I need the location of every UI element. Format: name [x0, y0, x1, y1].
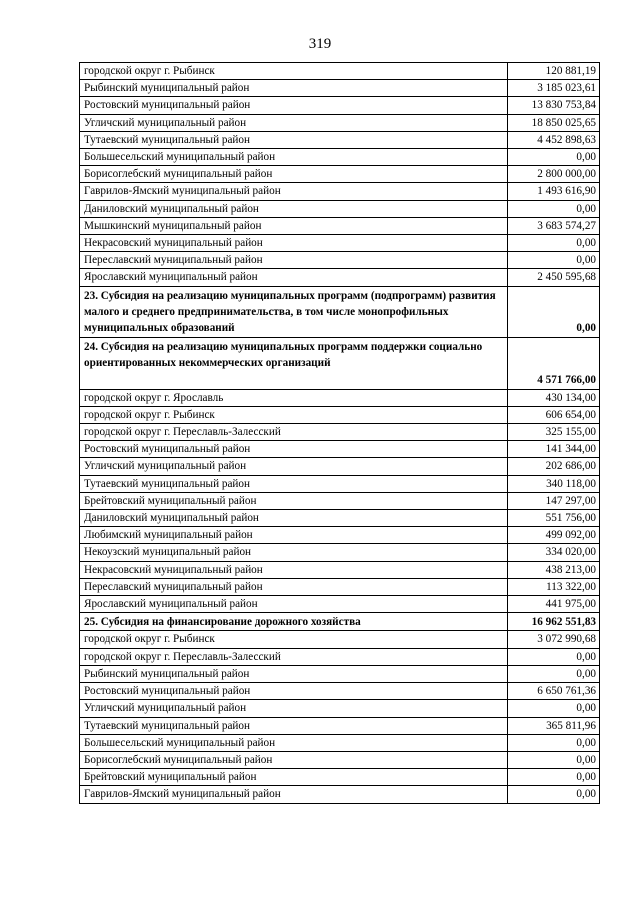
recipient-name-cell: Переславский муниципальный район [80, 252, 508, 269]
table-row [80, 406, 600, 423]
amount-cell: 606 654,00 [508, 406, 600, 423]
amount-cell: 141 344,00 [508, 441, 600, 458]
amount-cell: 325 155,00 [508, 424, 600, 441]
section-title-cell: 25. Субсидия на финансирование дорожного хозяйства [80, 613, 508, 631]
table-row [80, 63, 600, 80]
table-row [80, 441, 600, 458]
recipient-name-cell: Рыбинский муниципальный район [80, 80, 508, 97]
amount-cell: 202 686,00 [508, 458, 600, 475]
table-row [80, 217, 600, 234]
table-row [80, 596, 600, 613]
section-total-cell: 16 962 551,83 [508, 613, 600, 631]
recipient-name-cell: Ростовский муниципальный район [80, 97, 508, 114]
amount-cell: 441 975,00 [508, 596, 600, 613]
amount-cell: 0,00 [508, 786, 600, 803]
recipient-name-cell: Угличский муниципальный район [80, 114, 508, 131]
section-header-row [80, 613, 600, 631]
section-header-row [80, 286, 600, 337]
recipient-name-cell: Даниловский муниципальный район [80, 200, 508, 217]
recipient-name-cell: городской округ г. Ярославль [80, 389, 508, 406]
amount-cell: 147 297,00 [508, 492, 600, 509]
table-row [80, 648, 600, 665]
amount-cell: 0,00 [508, 700, 600, 717]
amount-cell: 438 213,00 [508, 561, 600, 578]
recipient-name-cell: Тутаевский муниципальный район [80, 475, 508, 492]
table-row [80, 475, 600, 492]
recipient-name-cell: Ростовский муниципальный район [80, 683, 508, 700]
amount-cell: 1 493 616,90 [508, 183, 600, 200]
recipient-name-cell: Тутаевский муниципальный район [80, 131, 508, 148]
amount-cell: 0,00 [508, 648, 600, 665]
table-row [80, 131, 600, 148]
amount-cell: 430 134,00 [508, 389, 600, 406]
recipient-name-cell: Некоузский муниципальный район [80, 544, 508, 561]
table-row [80, 97, 600, 114]
recipient-name-cell: городской округ г. Переславль-Залесский [80, 648, 508, 665]
table-row [80, 389, 600, 406]
recipient-name-cell: Гаврилов-Ямский муниципальный район [80, 183, 508, 200]
table-row [80, 269, 600, 286]
recipient-name-cell: Угличский муниципальный район [80, 700, 508, 717]
amount-cell: 3 683 574,27 [508, 217, 600, 234]
table-row [80, 683, 600, 700]
amount-cell: 3 072 990,68 [508, 631, 600, 648]
amount-cell: 0,00 [508, 769, 600, 786]
table-row [80, 700, 600, 717]
recipient-name-cell: Даниловский муниципальный район [80, 510, 508, 527]
table-row [80, 544, 600, 561]
recipient-name-cell: Борисоглебский муниципальный район [80, 751, 508, 768]
section-title-cell: 24. Субсидия на реализацию муниципальных программ поддержки социально ориентированных некоммерческих организаций [80, 337, 508, 389]
table-row [80, 252, 600, 269]
table-row [80, 769, 600, 786]
recipient-name-cell: Некрасовский муниципальный район [80, 235, 508, 252]
recipient-name-cell: Брейтовский муниципальный район [80, 769, 508, 786]
recipient-name-cell: городской округ г. Рыбинск [80, 406, 508, 423]
subsidy-table [79, 62, 600, 804]
section-title-cell: 23. Субсидия на реализацию муниципальных программ (подпрограмм) развития малого и среднего предпринимательства, в том числе монопрофильных муниципальных образований [80, 286, 508, 337]
table-row [80, 578, 600, 595]
amount-cell: 113 322,00 [508, 578, 600, 595]
recipient-name-cell: Брейтовский муниципальный район [80, 492, 508, 509]
recipient-name-cell: городской округ г. Рыбинск [80, 63, 508, 80]
amount-cell: 6 650 761,36 [508, 683, 600, 700]
recipient-name-cell: Большесельский муниципальный район [80, 734, 508, 751]
amount-cell: 18 850 025,65 [508, 114, 600, 131]
table-row [80, 717, 600, 734]
recipient-name-cell: Тутаевский муниципальный район [80, 717, 508, 734]
table-row [80, 734, 600, 751]
section-total-cell: 4 571 766,00 [508, 337, 600, 389]
recipient-name-cell: Мышкинский муниципальный район [80, 217, 508, 234]
table-row [80, 510, 600, 527]
recipient-name-cell: Ярославский муниципальный район [80, 269, 508, 286]
table-row [80, 458, 600, 475]
amount-cell: 551 756,00 [508, 510, 600, 527]
table-row [80, 561, 600, 578]
table-row [80, 665, 600, 682]
amount-cell: 0,00 [508, 751, 600, 768]
recipient-name-cell: Большесельский муниципальный район [80, 149, 508, 166]
recipient-name-cell: Борисоглебский муниципальный район [80, 166, 508, 183]
recipient-name-cell: Гаврилов-Ямский муниципальный район [80, 786, 508, 803]
recipient-name-cell: Угличский муниципальный район [80, 458, 508, 475]
table-row [80, 235, 600, 252]
amount-cell: 2 450 595,68 [508, 269, 600, 286]
subsidy-table-body [80, 63, 600, 804]
table-row [80, 631, 600, 648]
table-row [80, 200, 600, 217]
recipient-name-cell: Рыбинский муниципальный район [80, 665, 508, 682]
amount-cell: 334 020,00 [508, 544, 600, 561]
recipient-name-cell: Ярославский муниципальный район [80, 596, 508, 613]
table-row [80, 114, 600, 131]
recipient-name-cell: городской округ г. Переславль-Залесский [80, 424, 508, 441]
recipient-name-cell: Переславский муниципальный район [80, 578, 508, 595]
table-row [80, 527, 600, 544]
table-row [80, 149, 600, 166]
section-header-row [80, 337, 600, 389]
amount-cell: 340 118,00 [508, 475, 600, 492]
table-row [80, 492, 600, 509]
amount-cell: 0,00 [508, 149, 600, 166]
amount-cell: 0,00 [508, 235, 600, 252]
recipient-name-cell: Любимский муниципальный район [80, 527, 508, 544]
amount-cell: 499 092,00 [508, 527, 600, 544]
table-row [80, 183, 600, 200]
table-row [80, 786, 600, 803]
amount-cell: 3 185 023,61 [508, 80, 600, 97]
recipient-name-cell: городской округ г. Рыбинск [80, 631, 508, 648]
amount-cell: 0,00 [508, 734, 600, 751]
table-row [80, 424, 600, 441]
recipient-name-cell: Некрасовский муниципальный район [80, 561, 508, 578]
amount-cell: 0,00 [508, 252, 600, 269]
amount-cell: 4 452 898,63 [508, 131, 600, 148]
page-number: 319 [308, 36, 332, 52]
table-row [80, 166, 600, 183]
section-total-cell: 0,00 [508, 286, 600, 337]
table-row [80, 751, 600, 768]
recipient-name-cell: Ростовский муниципальный район [80, 441, 508, 458]
table-row [80, 80, 600, 97]
amount-cell: 0,00 [508, 200, 600, 217]
amount-cell: 365 811,96 [508, 717, 600, 734]
amount-cell: 120 881,19 [508, 63, 600, 80]
amount-cell: 2 800 000,00 [508, 166, 600, 183]
amount-cell: 0,00 [508, 665, 600, 682]
amount-cell: 13 830 753,84 [508, 97, 600, 114]
